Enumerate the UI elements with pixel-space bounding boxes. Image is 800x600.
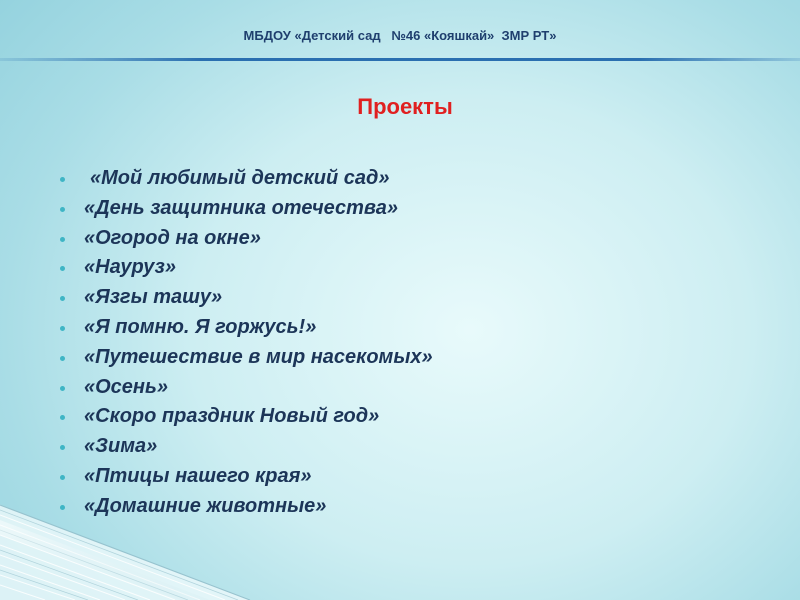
- bullet-icon: [60, 445, 65, 450]
- list-item-text: «Огород на окне»: [84, 226, 261, 249]
- list-item: [58, 253, 433, 283]
- bullet-icon: [60, 207, 65, 212]
- list-item: [58, 402, 433, 432]
- bullet-icon: [60, 475, 65, 480]
- bullet-icon: [60, 326, 65, 331]
- list-item-text: «Скоро праздник Новый год»: [84, 405, 380, 428]
- list-item: [58, 194, 433, 224]
- list-item: [58, 492, 433, 522]
- list-item: [58, 373, 433, 403]
- header-divider: [0, 58, 800, 61]
- list-item-text: «День защитника отечества»: [84, 196, 398, 219]
- list-item: [58, 462, 433, 492]
- list-item: [58, 164, 433, 194]
- bullet-icon: [60, 505, 65, 510]
- list-item-text: «Я помню. Я горжусь!»: [84, 315, 317, 338]
- organization-header: МБДОУ «Детский сад №46 «Кояшкай» ЗМР РТ»: [243, 28, 557, 43]
- bullet-icon: [60, 296, 65, 301]
- bullet-icon: [60, 266, 65, 271]
- list-item-text: «Осень»: [84, 375, 169, 398]
- list-item: [58, 313, 433, 343]
- bullet-icon: [60, 177, 65, 182]
- list-item: [58, 432, 433, 462]
- bullet-icon: [60, 386, 65, 391]
- projects-list: [58, 164, 433, 522]
- list-item: [58, 343, 433, 373]
- bullet-icon: [60, 356, 65, 361]
- list-item-text: «Птицы нашего края»: [84, 464, 312, 487]
- slide-title: Проекты: [357, 94, 453, 119]
- bullet-icon: [60, 415, 65, 420]
- list-item-text: «Зима»: [84, 435, 158, 458]
- list-item: [58, 283, 433, 313]
- list-item-text: «Язгы ташу»: [84, 286, 223, 309]
- bullet-icon: [60, 237, 65, 242]
- list-item-text: «Науруз»: [84, 256, 176, 279]
- list-item: [58, 224, 433, 254]
- list-item-text: «Домашние животные»: [84, 494, 327, 517]
- list-item-text: «Мой любимый детский сад»: [90, 167, 390, 189]
- list-item-text: «Путешествие в мир насекомых»: [84, 345, 433, 368]
